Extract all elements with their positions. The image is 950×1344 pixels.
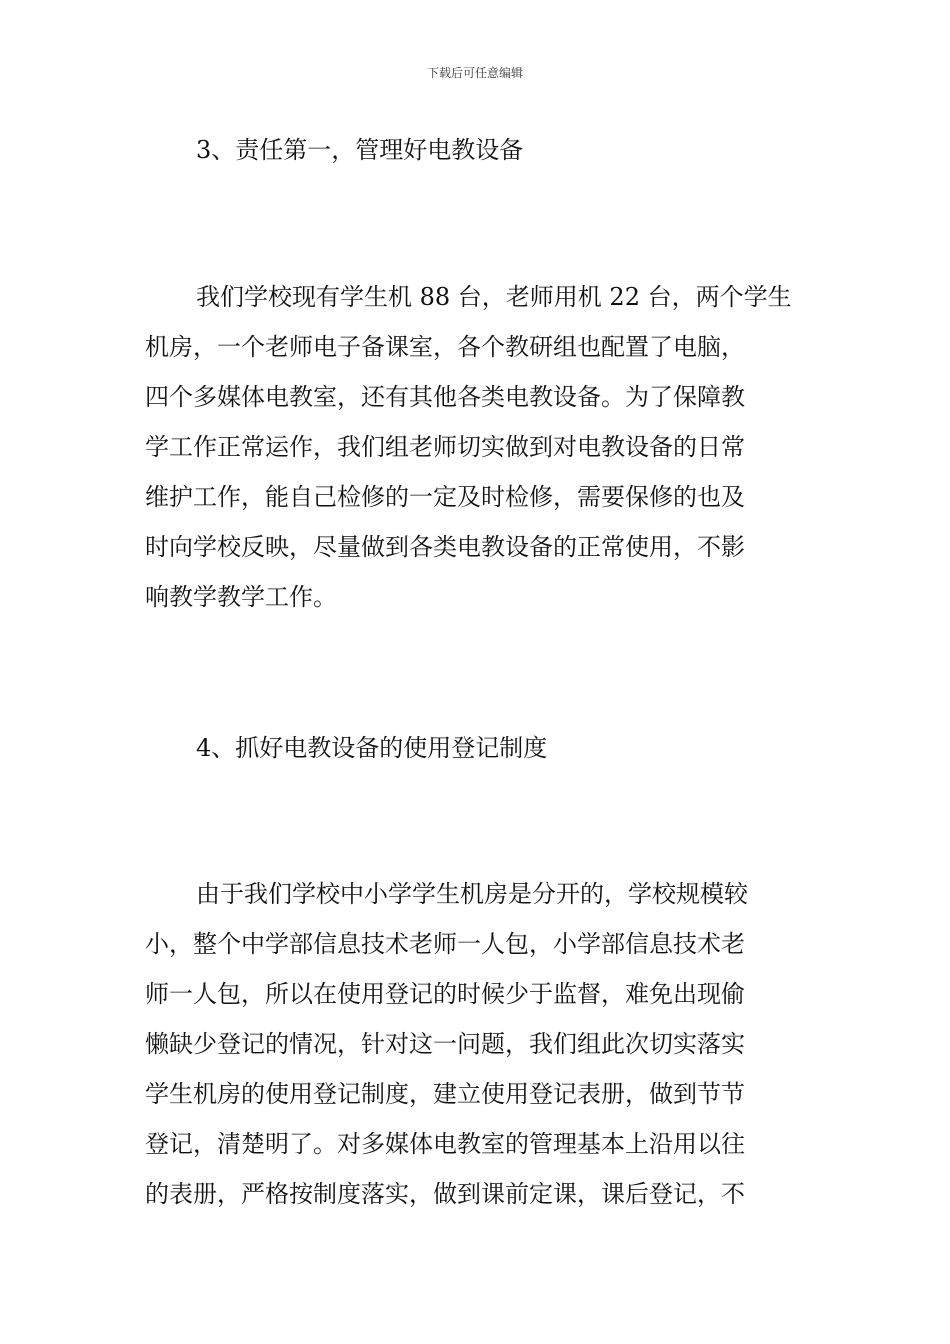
section-3-paragraph (145, 281, 815, 631)
paragraph-line: 懒缺少登记的情况，针对这一问题，我们组此次切实落实 (145, 1030, 745, 1058)
paragraph-line: 机房，一个老师电子备课室，各个教研组也配置了电脑， (145, 333, 745, 361)
paragraph-line: 时向学校反映，尽量做到各类电教设备的正常使用，不影 (145, 533, 745, 561)
paragraph-line: 的表册，严格按制度落实，做到课前定课，课后登记，不 (145, 1180, 745, 1208)
paragraph-line: 师一人包，所以在使用登记的时候少于监督，难免出现偷 (145, 980, 745, 1008)
paragraph-line: 学工作正常运作，我们组老师切实做到对电教设备的日常 (145, 433, 745, 461)
paragraph-line: 由于我们学校中小学学生机房是分开的，学校规模较 (196, 880, 748, 908)
paragraph-line: 四个多媒体电教室，还有其他各类电教设备。为了保障教 (145, 383, 745, 411)
paragraph-line: 登记，清楚明了。对多媒体电教室的管理基本上沿用以往 (145, 1130, 745, 1158)
paragraph-line: 我们学校现有学生机 88 台，老师用机 22 台，两个学生 (196, 283, 792, 311)
paragraph-line: 维护工作，能自己检修的一定及时检修，需要保修的也及 (145, 483, 745, 511)
section-4-heading: 4、抓好电教设备的使用登记制度 (196, 734, 548, 762)
section-4-paragraph (145, 878, 815, 1228)
page-header: 下载后可任意编辑 (426, 66, 523, 80)
section-3-heading: 3、责任第一，管理好电教设备 (196, 136, 524, 164)
paragraph-line: 学生机房的使用登记制度，建立使用登记表册，做到节节 (145, 1080, 745, 1108)
paragraph-line: 响教学教学工作。 (145, 583, 337, 611)
paragraph-line: 小，整个中学部信息技术老师一人包，小学部信息技术老 (145, 930, 745, 958)
